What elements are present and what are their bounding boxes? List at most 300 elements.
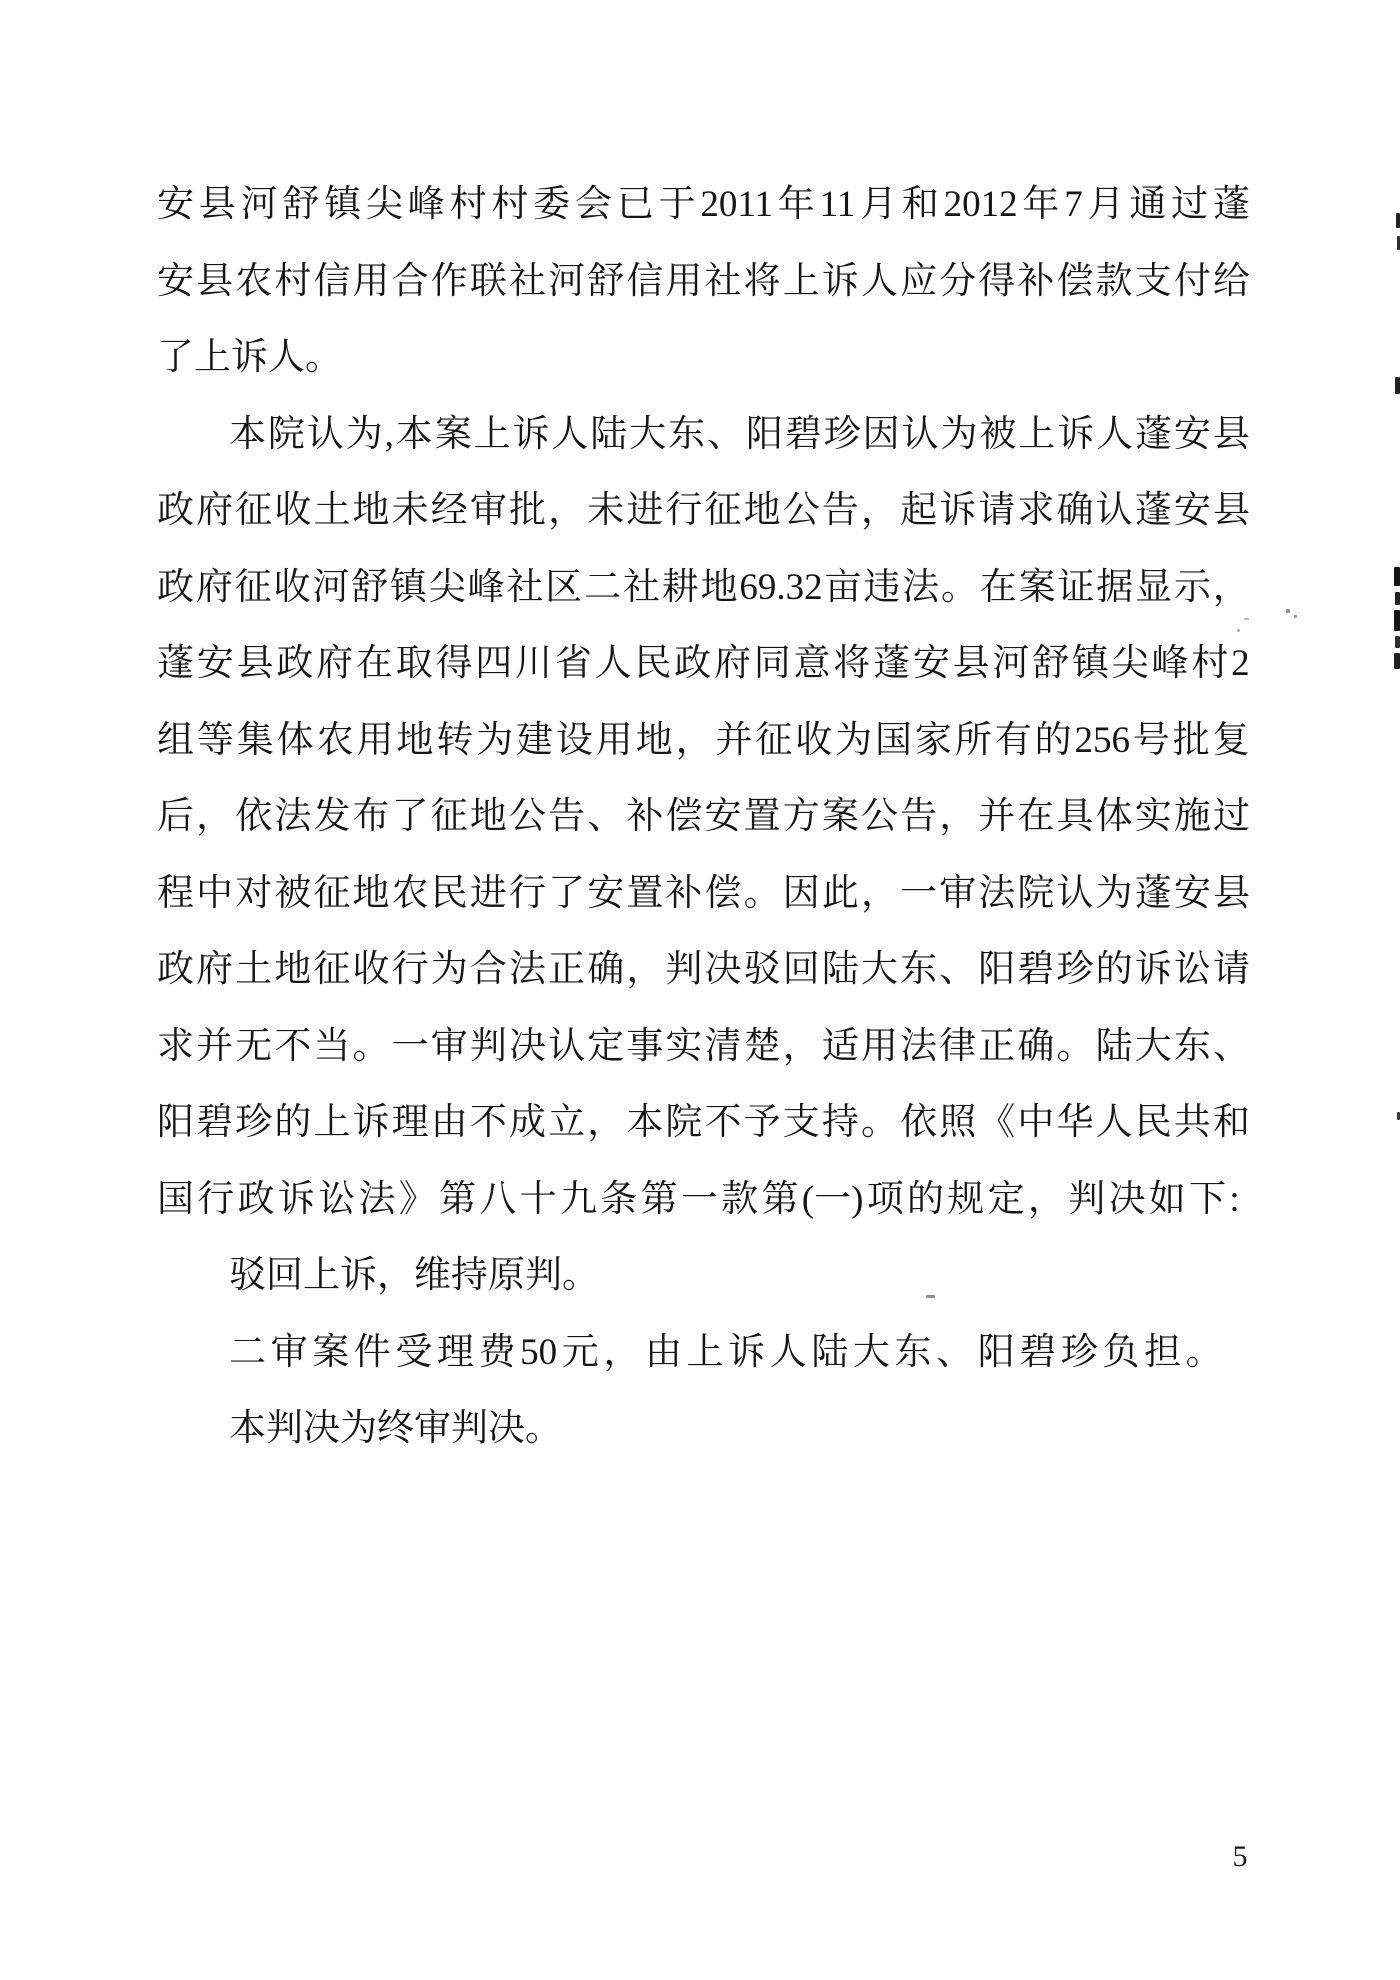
glyph-token: 安 <box>1173 413 1211 455</box>
glyph-token: 村 <box>491 184 529 225</box>
glyph-token: 东 <box>668 413 706 455</box>
glyph-token: 应 <box>900 260 938 302</box>
glyph-token: 和 <box>901 184 939 225</box>
glyph-token: 陆 <box>811 1331 849 1373</box>
glyph-token: 上 <box>473 413 511 455</box>
glyph-token: , <box>384 413 394 455</box>
text-line-2 <box>157 244 1250 321</box>
glyph-token: 政 <box>157 490 194 531</box>
glyph-token: 负 <box>1102 1331 1140 1373</box>
glyph-token: 法 <box>978 872 1016 914</box>
glyph-token: 地 <box>274 949 312 990</box>
glyph-token: 征 <box>313 949 351 990</box>
glyph-token: 二 <box>229 1331 266 1373</box>
glyph-token: 回 <box>782 949 820 990</box>
judgment-text-body <box>157 167 1250 1468</box>
glyph-token: 审 <box>469 490 507 531</box>
glyph-token: 元 <box>561 1331 599 1373</box>
glyph-token: 蓬 <box>1212 184 1250 225</box>
glyph-token: 正 <box>548 949 586 990</box>
glyph-token: 告 <box>548 796 586 837</box>
glyph-token: 置 <box>743 796 781 837</box>
glyph-token: 。 <box>743 872 781 914</box>
glyph-token: 认 <box>1095 490 1133 531</box>
glyph-token: 2011 <box>700 184 773 225</box>
glyph-token: 人 <box>769 1331 807 1373</box>
text-line-17: 本判决为终审判决。 <box>229 1408 562 1449</box>
glyph-token: 十 <box>519 1178 557 1220</box>
glyph-token: 判 <box>665 949 703 990</box>
glyph-token: 年 <box>777 184 815 225</box>
glyph-token: 尖 <box>1111 643 1149 684</box>
glyph-token: ， <box>675 719 713 761</box>
glyph-token: 实 <box>1134 796 1172 837</box>
glyph-token: 清 <box>704 1025 742 1067</box>
glyph-token: 件 <box>353 1331 391 1373</box>
glyph-token: 社 <box>508 260 546 302</box>
glyph-token: 收 <box>274 490 312 531</box>
glyph-token: 决 <box>1108 1178 1146 1220</box>
glyph-token: 显 <box>1135 566 1173 608</box>
glyph-token: 大 <box>1134 1025 1172 1067</box>
glyph-token: 府 <box>195 566 233 608</box>
glyph-token: 中 <box>1017 1102 1055 1143</box>
glyph-token: 被 <box>979 413 1017 455</box>
glyph-token: 此 <box>821 872 859 914</box>
glyph-token: 有 <box>994 719 1032 761</box>
glyph-token: 进 <box>626 490 664 531</box>
glyph-token: 诉 <box>1134 949 1172 990</box>
glyph-token: 家 <box>914 719 952 761</box>
text-line-4 <box>229 397 1250 474</box>
glyph-token: 珍 <box>1060 1331 1098 1373</box>
glyph-token: 诉 <box>939 490 977 531</box>
scan-artifact <box>1395 636 1400 648</box>
glyph-token: 意 <box>793 643 831 684</box>
glyph-token: 诉 <box>821 260 859 302</box>
glyph-token: 审 <box>939 872 977 914</box>
glyph-token: 施 <box>1173 796 1211 837</box>
glyph-token: 建 <box>516 719 554 761</box>
glyph-token: 地 <box>352 872 390 914</box>
glyph-token: 为 <box>940 413 978 455</box>
glyph-token: 同 <box>753 643 791 684</box>
glyph-token: 珍 <box>235 1102 273 1143</box>
glyph-token: 阳 <box>745 413 783 455</box>
glyph-token: 认 <box>901 413 939 455</box>
glyph-token: 征 <box>234 566 272 608</box>
glyph-token: 诉 <box>352 1102 390 1143</box>
glyph-token: 安 <box>912 643 950 684</box>
scan-artifact <box>1294 615 1297 618</box>
text-line-11 <box>157 932 1250 1009</box>
glyph-token: ， <box>603 1331 641 1373</box>
glyph-token: ， <box>782 1025 820 1067</box>
glyph-token: 未 <box>587 490 625 531</box>
glyph-token: 农 <box>316 719 354 761</box>
glyph-token: 国 <box>875 719 913 761</box>
glyph-token: 陆 <box>1095 1025 1133 1067</box>
glyph-token: 委 <box>533 184 571 225</box>
scan-artifact <box>1396 213 1400 228</box>
glyph-token: 社 <box>622 566 660 608</box>
glyph-token: 款 <box>721 1178 759 1220</box>
glyph-token: 华 <box>1056 1102 1094 1143</box>
glyph-token: 碧 <box>1017 949 1055 990</box>
glyph-token: 起 <box>900 490 938 531</box>
glyph-token: 依 <box>900 1102 938 1143</box>
glyph-token: 九 <box>559 1178 597 1220</box>
glyph-token: 政 <box>276 643 314 684</box>
glyph-token: 受 <box>395 1331 433 1373</box>
glyph-token: 决 <box>704 949 742 990</box>
glyph-token: 集 <box>236 719 274 761</box>
glyph-token: 在 <box>979 566 1017 608</box>
glyph-token: 实 <box>665 1025 703 1067</box>
glyph-token: 收 <box>273 566 311 608</box>
glyph-token: 11 <box>819 184 856 225</box>
glyph-token: 判 <box>1068 1178 1106 1220</box>
glyph-token: 等 <box>196 719 234 761</box>
glyph-token: 民 <box>430 872 468 914</box>
glyph-token: 镇 <box>389 566 427 608</box>
glyph-token: 适 <box>821 1025 859 1067</box>
scan-artifact <box>1395 377 1400 394</box>
scan-artifact <box>1286 609 1290 613</box>
glyph-token: 的 <box>1095 949 1133 990</box>
glyph-token: 村 <box>274 260 312 302</box>
glyph-token: 认 <box>306 413 344 455</box>
glyph-token: 地 <box>469 796 507 837</box>
text-line-15: 驳回上诉，维持原判。 <box>229 1255 599 1296</box>
glyph-token: 政 <box>237 1178 275 1220</box>
glyph-token: 为 <box>430 949 468 990</box>
glyph-token: 大 <box>852 1331 890 1373</box>
glyph-token: 发 <box>313 796 351 837</box>
glyph-token: 。 <box>860 1102 898 1143</box>
glyph-token: 50 <box>520 1331 558 1373</box>
glyph-token: 2 <box>1231 643 1250 684</box>
glyph-token: 分 <box>939 260 977 302</box>
glyph-token: 河 <box>240 184 278 225</box>
page-number: 5 <box>1232 1840 1248 1873</box>
glyph-token: 法 <box>900 1025 938 1067</box>
text-line-12 <box>157 1009 1250 1086</box>
glyph-token: 、 <box>1212 1025 1250 1067</box>
glyph-token: 理 <box>391 1102 429 1143</box>
text-line-9 <box>157 779 1250 856</box>
glyph-token: 对 <box>235 872 273 914</box>
glyph-token: 法 <box>358 1178 396 1220</box>
glyph-token: 县 <box>1212 413 1250 455</box>
glyph-token: 大 <box>860 949 898 990</box>
glyph-token: 了 <box>548 872 586 914</box>
glyph-token: 人 <box>594 643 632 684</box>
glyph-token: 7 <box>1064 184 1083 225</box>
glyph-token: 院 <box>1017 872 1055 914</box>
glyph-token: 规 <box>947 1178 985 1220</box>
glyph-token: 组 <box>157 719 194 761</box>
glyph-token: 并 <box>196 1025 234 1067</box>
glyph-token: 补 <box>1017 260 1055 302</box>
glyph-token: 蓬 <box>873 643 911 684</box>
glyph-token: 峰 <box>407 184 445 225</box>
glyph-token: 合 <box>391 260 429 302</box>
glyph-token: 农 <box>235 260 273 302</box>
glyph-token: 置 <box>626 872 664 914</box>
glyph-token: 案 <box>312 1331 350 1373</box>
glyph-token: 县 <box>1212 872 1250 914</box>
glyph-token: 经 <box>430 490 468 531</box>
glyph-token: 本 <box>229 413 266 455</box>
glyph-token: 公 <box>860 796 898 837</box>
glyph-token: 设 <box>555 719 593 761</box>
glyph-token: 民 <box>634 643 672 684</box>
glyph-token: 府 <box>196 949 234 990</box>
glyph-token: 八 <box>479 1178 517 1220</box>
glyph-token: 案 <box>821 796 859 837</box>
text-line-5 <box>157 473 1250 550</box>
glyph-token: 征 <box>704 490 742 531</box>
glyph-token: 村 <box>449 184 487 225</box>
glyph-token: 审 <box>270 1331 308 1373</box>
glyph-token: 县 <box>196 260 234 302</box>
glyph-token: 认 <box>548 1025 586 1067</box>
glyph-token: 无 <box>235 1025 273 1067</box>
glyph-token: 偿 <box>704 872 742 914</box>
glyph-token: 月 <box>1087 184 1125 225</box>
glyph-token: 和 <box>1212 1102 1250 1143</box>
glyph-token: 安 <box>1173 490 1211 531</box>
glyph-token: 府 <box>196 490 234 531</box>
glyph-token: 地 <box>743 490 781 531</box>
glyph-token: 求 <box>1017 490 1055 531</box>
glyph-token: 征 <box>235 490 273 531</box>
glyph-token: 政 <box>674 643 712 684</box>
glyph-token: 了 <box>391 796 429 837</box>
glyph-token: 地 <box>396 719 434 761</box>
glyph-token: 所 <box>954 719 992 761</box>
glyph-token: 东 <box>894 1331 932 1373</box>
glyph-token: 公 <box>508 796 546 837</box>
glyph-token: 审 <box>430 1025 468 1067</box>
glyph-token: ， <box>548 490 586 531</box>
glyph-token: 土 <box>235 949 273 990</box>
glyph-token: 四 <box>475 643 513 684</box>
glyph-token: 请 <box>978 490 1016 531</box>
glyph-token: 安 <box>1173 872 1211 914</box>
glyph-token: 用 <box>595 719 633 761</box>
glyph-token: 不 <box>469 1102 507 1143</box>
glyph-token: 征 <box>430 796 468 837</box>
glyph-token: 年 <box>1022 184 1060 225</box>
glyph-token: 耕 <box>661 566 699 608</box>
glyph-token: 区 <box>545 566 583 608</box>
glyph-token: 人 <box>551 413 589 455</box>
glyph-token: 舒 <box>282 184 320 225</box>
glyph-token: 事 <box>626 1025 664 1067</box>
glyph-token: 示 <box>1173 566 1211 608</box>
glyph-token: 将 <box>743 260 781 302</box>
glyph-token: 诉 <box>512 413 550 455</box>
glyph-token: 第 <box>761 1178 799 1220</box>
glyph-token: 后 <box>157 796 194 837</box>
glyph-token: 为 <box>476 719 514 761</box>
glyph-token: 县 <box>198 184 236 225</box>
glyph-token: 村 <box>1191 643 1229 684</box>
glyph-token: 府 <box>316 643 354 684</box>
glyph-token: 碧 <box>1019 1331 1057 1373</box>
glyph-token: 成 <box>508 1102 546 1143</box>
glyph-token: 行 <box>197 1178 235 1220</box>
glyph-token: 求 <box>157 1025 194 1067</box>
text-line-3: 了上诉人。 <box>157 337 342 378</box>
glyph-token: 大 <box>629 413 667 455</box>
glyph-token: 确 <box>587 949 625 990</box>
glyph-token: 诉 <box>1057 413 1095 455</box>
glyph-token: 得 <box>978 260 1016 302</box>
glyph-token: 行 <box>665 490 703 531</box>
glyph-token: 共 <box>1173 1102 1211 1143</box>
glyph-token: 川 <box>515 643 553 684</box>
glyph-token: 得 <box>435 643 473 684</box>
glyph-token: 安 <box>157 260 194 302</box>
glyph-token: ， <box>860 872 898 914</box>
glyph-token: 东 <box>1173 1025 1211 1067</box>
scan-artifact <box>1394 610 1400 631</box>
glyph-token: 补 <box>665 872 703 914</box>
glyph-token: 下 <box>1189 1178 1227 1220</box>
glyph-token: 收 <box>352 949 390 990</box>
glyph-token: 取 <box>395 643 433 684</box>
glyph-token: 条 <box>600 1178 638 1220</box>
glyph-token: 作 <box>430 260 468 302</box>
glyph-token: 安 <box>196 643 234 684</box>
glyph-token: 用 <box>352 260 390 302</box>
glyph-token: 立 <box>548 1102 586 1143</box>
glyph-token: 地 <box>635 719 673 761</box>
glyph-token: 违 <box>863 566 901 608</box>
glyph-token: 用 <box>860 1025 898 1067</box>
scan-artifact <box>1394 653 1400 669</box>
glyph-token: 方 <box>782 796 820 837</box>
glyph-token: 律 <box>939 1025 977 1067</box>
glyph-token: 费 <box>478 1331 516 1373</box>
glyph-token: 照 <box>939 1102 977 1143</box>
glyph-token: 征 <box>755 719 793 761</box>
glyph-token: 告 <box>821 490 859 531</box>
glyph-token: 人 <box>860 260 898 302</box>
glyph-token: 正 <box>978 1025 1016 1067</box>
glyph-token: 偿 <box>665 796 703 837</box>
glyph-token: 一 <box>900 872 938 914</box>
glyph-token: 珍 <box>823 413 861 455</box>
glyph-token: 予 <box>743 1102 781 1143</box>
glyph-token: ， <box>939 796 977 837</box>
glyph-token: 峰 <box>1151 643 1189 684</box>
glyph-token: 当 <box>313 1025 351 1067</box>
glyph-token: 担 <box>1144 1331 1182 1373</box>
text-line-6 <box>157 550 1250 627</box>
glyph-token: 过 <box>1171 184 1209 225</box>
glyph-token: 国 <box>157 1178 194 1220</box>
glyph-token: 诉 <box>728 1331 766 1373</box>
glyph-token: 由 <box>430 1102 468 1143</box>
glyph-token: 院 <box>665 1102 703 1143</box>
glyph-token: 为 <box>345 413 383 455</box>
glyph-token: 进 <box>469 872 507 914</box>
glyph-token: 河 <box>548 260 586 302</box>
glyph-token: 理 <box>436 1331 474 1373</box>
glyph-token: 第 <box>640 1178 678 1220</box>
glyph-token: 定 <box>987 1178 1025 1220</box>
glyph-token: 》 <box>398 1178 436 1220</box>
glyph-token: 县 <box>236 643 274 684</box>
text-line-1 <box>157 167 1250 244</box>
glyph-token: 公 <box>782 490 820 531</box>
scan-artifact <box>1395 592 1400 605</box>
glyph-token: 。 <box>352 1025 390 1067</box>
glyph-token: 、 <box>936 1331 974 1373</box>
glyph-token: 收 <box>795 719 833 761</box>
glyph-token: 上 <box>313 1102 351 1143</box>
glyph-token: 一 <box>391 1025 429 1067</box>
glyph-token: 。 <box>1185 1331 1223 1373</box>
glyph-token: 持 <box>821 1102 859 1143</box>
glyph-token: 本 <box>626 1102 664 1143</box>
glyph-token: 未 <box>391 490 429 531</box>
text-line-7 <box>157 626 1250 703</box>
glyph-token: 上 <box>686 1331 724 1373</box>
glyph-token: 批 <box>1172 719 1210 761</box>
glyph-token: 的 <box>1034 719 1072 761</box>
text-line-8 <box>157 703 1250 780</box>
glyph-token: 体 <box>276 719 314 761</box>
glyph-token: 蓬 <box>1135 413 1172 455</box>
glyph-token: 程 <box>157 872 194 914</box>
glyph-token: 政 <box>157 566 194 608</box>
glyph-token: 、 <box>939 949 977 990</box>
glyph-token: 由 <box>644 1331 682 1373</box>
glyph-token: 行 <box>508 872 546 914</box>
glyph-token: 舒 <box>1032 643 1070 684</box>
glyph-token: 于 <box>658 184 696 225</box>
glyph-token: 案 <box>434 413 472 455</box>
glyph-token: 因 <box>862 413 900 455</box>
glyph-token: 偿 <box>1056 260 1094 302</box>
glyph-token: 款 <box>1095 260 1133 302</box>
glyph-token: 县 <box>1212 490 1250 531</box>
glyph-token: 亩 <box>824 566 862 608</box>
glyph-token: 在 <box>1017 796 1055 837</box>
glyph-token: 定 <box>587 1025 625 1067</box>
glyph-token: 讼 <box>1173 949 1211 990</box>
glyph-token: 第 <box>439 1178 477 1220</box>
glyph-token: 依 <box>235 796 273 837</box>
glyph-token: 具 <box>1056 796 1094 837</box>
glyph-token: 在 <box>355 643 393 684</box>
glyph-token: 法 <box>508 949 546 990</box>
glyph-token: 征 <box>313 872 351 914</box>
glyph-token: 蓬 <box>1134 490 1172 531</box>
glyph-token: 阳 <box>978 949 1016 990</box>
glyph-token: 舒 <box>351 566 389 608</box>
scan-artifact <box>1394 567 1400 586</box>
glyph-token: 河 <box>312 566 350 608</box>
glyph-token: 2012 <box>943 184 1018 225</box>
glyph-token: 安 <box>157 184 194 225</box>
glyph-token: 、 <box>707 413 745 455</box>
